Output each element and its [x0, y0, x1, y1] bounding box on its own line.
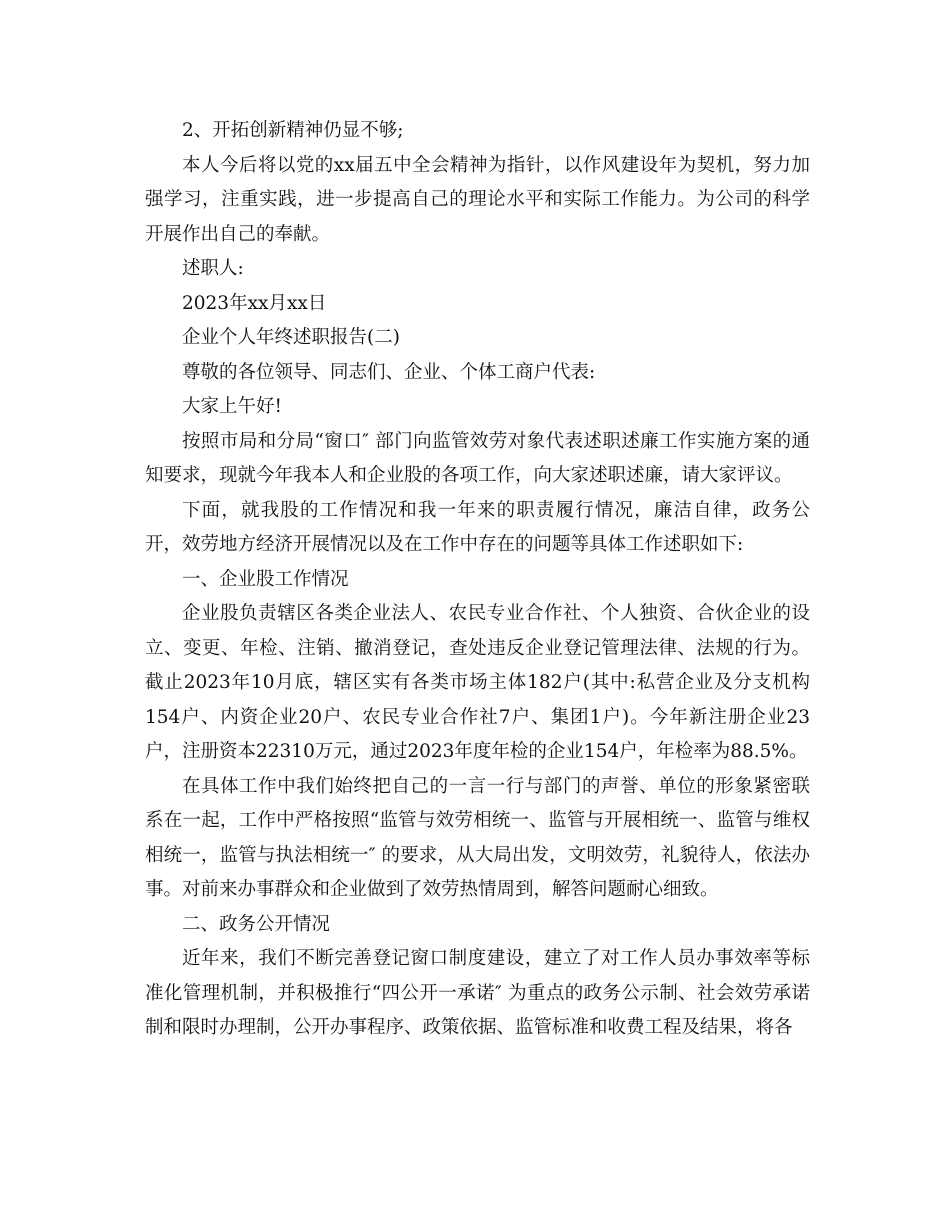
paragraph-salutation: 尊敬的各位领导、同志们、企业、个体工商户代表: [182, 361, 596, 383]
paragraph-outline: 下面，就我股的工作情况和我一年来的职责履行情况，廉洁自律，政务公开，效劳地方经济开展情况以及在工作中存在的问题等具体工作述职如下: [145, 499, 810, 555]
paragraph-date: 2023年xx月xx日 [182, 292, 327, 314]
paragraph-future-plan: 本人今后将以党的xx届五中全会精神为指针，以作风建设年为契机，努力加强学习，注重实践，进一步提高自己的理论水平和实际工作能力。为公司的科学开展作出自己的奉献。 [145, 154, 810, 245]
document-body [145, 114, 810, 1046]
paragraph-greeting: 大家上午好! [182, 396, 282, 417]
paragraph-shortcoming-2: 2、开拓创新精神仍显不够; [182, 120, 404, 141]
paragraph-public-affairs: 近年来，我们不断完善登记窗口制度建设，建立了对工作人员办事效率等标准化管理机制，并积极推行“四公开一承诺″ 为重点的政务公示制、社会效劳承诺制和限时办理制，公开办事程序、政策依据、监管标准和收费工程及结果，将各 [145, 948, 810, 1038]
heading-public-affairs: 二、政务公开情况 [182, 913, 331, 935]
paragraph-reporter: 述职人: [182, 258, 244, 279]
paragraph-intro: 按照市局和分局“窗口″ 部门向监管效劳对象代表述职述廉工作实施方案的通知要求，现就今年我本人和企业股的各项工作，向大家述职述廉，请大家评议。 [145, 430, 810, 486]
heading-enterprise-work: 一、企业股工作情况 [182, 568, 349, 590]
section-title-report-2: 企业个人年终述职报告(二) [182, 327, 400, 348]
paragraph-enterprise-stats: 企业股负责辖区各类企业法人、农民专业合作社、个人独资、合伙企业的设立、变更、年检、注销、撤消登记，查处违反企业登记管理法律、法规的行为。截止2023年10月底，辖区实有各类市场主体182户(其中:私营企业及分支机构154户、内资企业20户、农民专业合作社7户、集团1户)。今年新注册企业23户，注册资本22310万元，通过2023年度年检的企业154户，年检率为88.5%。 [145, 603, 810, 762]
paragraph-work-principles: 在具体工作中我们始终把自己的一言一行与部门的声誉、单位的形象紧密联系在一起，工作中严格按照“监管与效劳相统一、监管与开展相统一、监管与维权相统一，监管与执法相统一″ 的要求，从大局出发，文明效劳，礼貌待人，依法办事。对前来办事群众和企业做到了效劳热情周到，解答问题耐心细致。 [145, 775, 810, 900]
